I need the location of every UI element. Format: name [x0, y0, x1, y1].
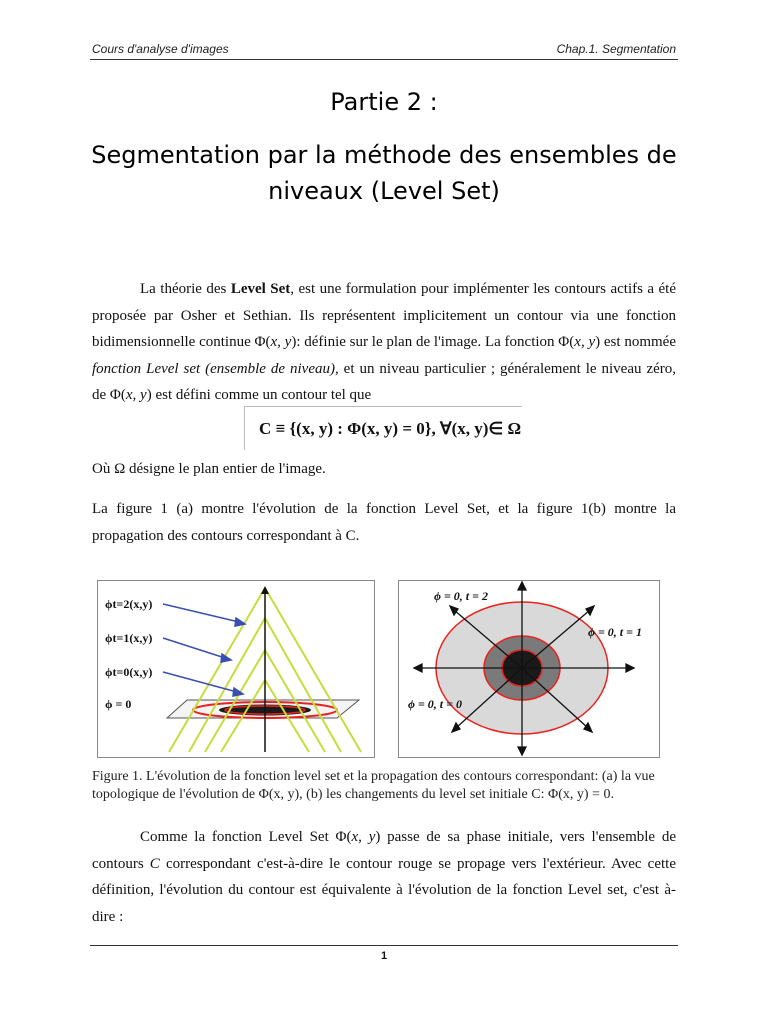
section-title: Segmentation par la méthode des ensembles de niveaux (Level Set): [91, 141, 677, 205]
figure-b-contour-propagation: [398, 580, 660, 758]
figure-a-level-set-cone: [97, 580, 375, 758]
header-course-title: Cours d'analyse d'images: [92, 42, 229, 56]
label-t0: ϕ = 0, t = 0: [408, 697, 462, 711]
label-t1: ϕ = 0, t = 1: [588, 625, 642, 639]
contour-formula: C ≡ {(x, y) : Φ(x, y) = 0}, ∀(x, y)∈ Ω: [244, 406, 522, 450]
label-phi-t0: ϕt=0(x,y): [105, 665, 153, 679]
header-chapter: Chap.1. Segmentation: [556, 42, 676, 56]
footer-rule: [90, 945, 678, 946]
label-phi-t2: ϕt=2(x,y): [105, 597, 153, 611]
header-rule: [90, 59, 678, 60]
figure-reference-paragraph: La figure 1 (a) montre l'évolution de la fonction Level Set, et la figure 1(b) montre la propagation des contours correspondant à C.: [92, 501, 676, 544]
label-phi-zero: ϕ = 0: [105, 697, 132, 711]
label-phi-t1: ϕt=1(x,y): [105, 631, 153, 645]
closing-paragraph: Comme la fonction Level Set Φ(x, y) passe de sa phase initiale, vers l'ensemble de contours C correspondant c'est-à-dire le contour rouge se propage vers l'extérieur. Avec cette définition, l'évolution du contour est équivalente à l'évolution de la fonction Level set, c'est à-dire :: [92, 829, 677, 925]
omega-paragraph: Où Ω désigne le plan entier de l'image.: [92, 461, 326, 477]
label-t2: ϕ = 0, t = 2: [434, 589, 488, 603]
figure-caption: Figure 1. L'évolution de la fonction level set et la propagation des contours correspondant: (a) la vue topologique de l'évolution de Φ(x, y), (b) les changements du level set initiale C: Φ(x, y) = 0.: [92, 769, 655, 802]
intro-paragraph: La théorie des Level Set, est une formulation pour implémenter les contours actifs a été proposée par Osher et Sethian. Ils représentent implicitement un contour via une fonction bidimensionnelle continue Φ(x, y): définie sur le plan de l'image. La fonction Φ(x, y) est nommée fonction Level set (ensemble de niveau), et un niveau particulier ; généralement le niveau zéro, de Φ(x, y) est défini comme un contour tel que: [92, 281, 677, 403]
page-number: 1: [380, 950, 388, 962]
part-title: Partie 2 :: [330, 88, 438, 116]
